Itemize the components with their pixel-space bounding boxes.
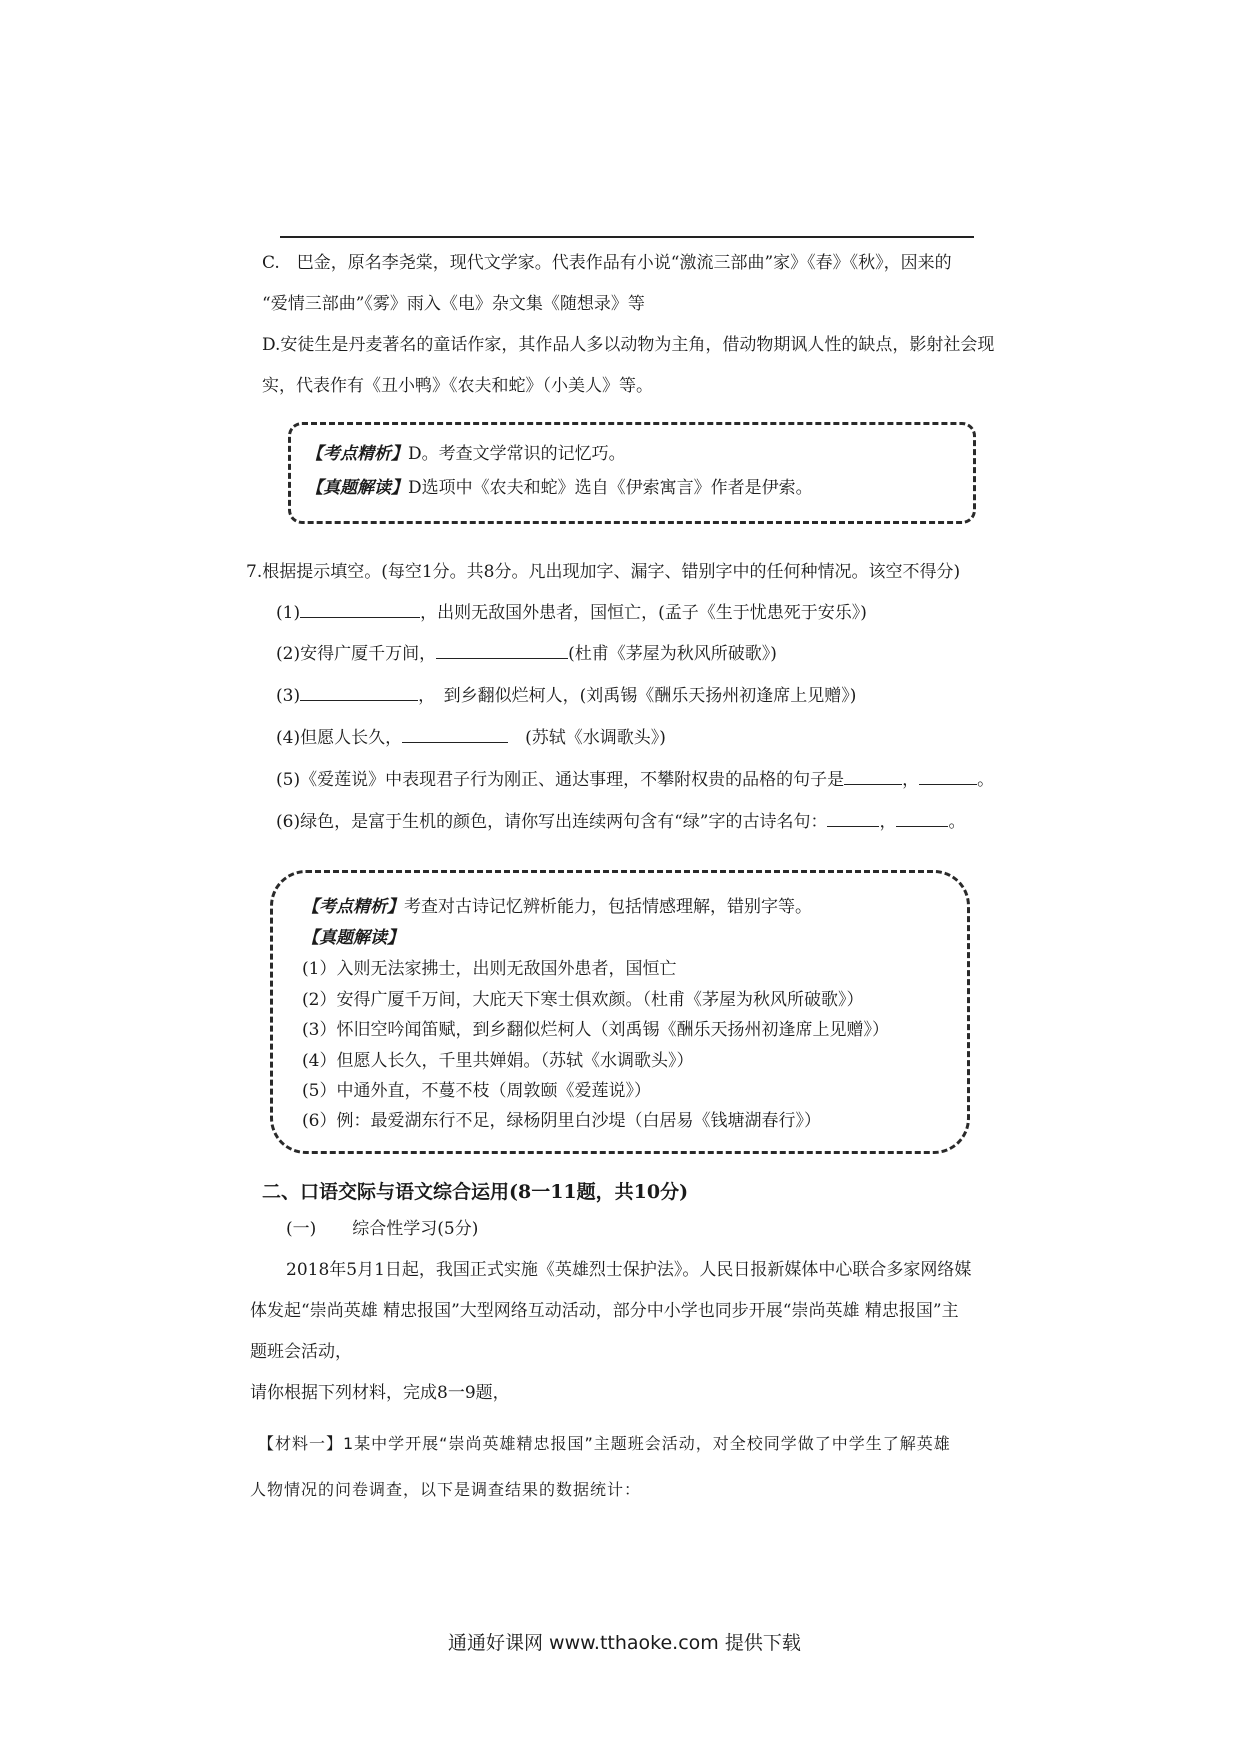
box1-text1: D。考查文学常识的记忆巧。 — [408, 444, 626, 464]
section2-para-1: 2018年5月1日起，我国正式实施《英雄烈士保护法》。人民日报新媒体中心联合多家网络媒 — [286, 1260, 972, 1280]
q7-item-1-pre: (1) — [276, 603, 301, 623]
q7-item-2-post: (杜甫《茅屋为秋风所破歌》) — [568, 644, 777, 664]
box1-line2 — [306, 480, 813, 497]
q7-item-5-pre: (5)《爱莲说》中表现君子行为刚正、通达事理，不攀附权贵的品格的句子是 — [276, 770, 845, 790]
box2-tag2 — [302, 930, 404, 947]
section2-sub-num: (一) — [286, 1219, 317, 1239]
section2-para-3: 题班会活动， — [250, 1342, 352, 1362]
q7-item-1 — [276, 605, 867, 622]
material-1-line2: 人物情况的问卷调查，以下是调查结果的数据统计： — [250, 1480, 642, 1499]
q7-stem: 7.根据提示填空。(每空1分。共8分。凡出现加字、漏字、错别字中的任何种情况。该空不得分) — [246, 562, 961, 582]
q7-blank-2[interactable] — [436, 657, 568, 659]
q7-blank-1[interactable] — [300, 616, 420, 618]
q7-item-5-post: 。 — [977, 770, 995, 790]
option-d-line2: 实，代表作有《丑小鸭》《农夫和蛇》（小美人》等。 — [262, 376, 653, 396]
q7-item-2-pre: (2)安得广厦千万间， — [276, 644, 437, 664]
section2-sub-title: 综合性学习(5分) — [352, 1219, 479, 1239]
q7-item-6-post: 。 — [948, 812, 966, 832]
box2-text1: 考查对古诗记忆辨析能力，包括情感理解，错别字等。 — [404, 897, 812, 917]
option-c-line2: “爱情三部曲”《雾》雨入《电》杂文集《随想录》等 — [262, 294, 645, 314]
q7-blank-4[interactable] — [402, 741, 508, 743]
q7-blank-6a[interactable] — [827, 825, 879, 827]
box1-line1 — [306, 446, 626, 463]
box2-tag2-text: 【真题解读】 — [302, 928, 404, 948]
q7-blank-5b[interactable] — [919, 783, 977, 785]
q7-item-6-pre: (6)绿色，是富于生机的颜色，请你写出连续两句含有“绿”字的古诗名句： — [276, 812, 828, 832]
section2-para-2: 体发起“崇尚英雄 精忠报国”大型网络互动活动，部分中小学也同步开展“崇尚英雄 精忠报国”主 — [250, 1301, 959, 1321]
box1-tag1: 【考点精析】 — [306, 444, 408, 464]
q7-blank-5a[interactable] — [844, 783, 902, 785]
q7-item-3 — [276, 688, 856, 705]
box2-answer-6: (6）例：最爱湖东行不足，绿杨阴里白沙堤（白居易《钱塘湖春行》） — [302, 1111, 821, 1131]
analysis-box-1 — [288, 422, 976, 524]
q7-item-4-pre: (4)但愿人长久， — [276, 728, 403, 748]
option-d-line1: D.安徒生是丹麦著名的童话作家，其作品人多以动物为主角，借动物期讽人性的缺点，影射社会现 — [262, 335, 995, 355]
q7-item-4 — [276, 730, 666, 747]
section2-instruction: 请你根据下列材料，完成8一9题， — [250, 1383, 510, 1403]
box1-text2: D选项中《农夫和蛇》选自《伊索寓言》作者是伊索。 — [408, 478, 813, 498]
section2-title: 二、口语交际与语文综合运用(8一11题，共10分) — [262, 1181, 689, 1203]
q7-item-5-mid: ， — [902, 770, 920, 790]
q7-blank-3[interactable] — [300, 699, 418, 701]
box2-answer-1: (1）入则无法家拂士，出则无敌国外患者，国恒亡 — [302, 959, 677, 979]
q7-item-2 — [276, 646, 777, 663]
box2-line1 — [302, 899, 812, 916]
box2-answer-3: (3）怀旧空吟闻笛赋，到乡翻似烂柯人（刘禹锡《酬乐天扬州初逢席上见赠》） — [302, 1020, 889, 1040]
q7-item-1-post: ，出则无敌国外患者，国恒亡，(孟子《生于忧患死于安乐》) — [420, 603, 867, 623]
footer-watermark: 通通好课网 www.tthaoke.com 提供下载 — [448, 1632, 801, 1654]
q7-item-6-mid: ， — [879, 812, 897, 832]
section2-sub — [286, 1221, 478, 1238]
q7-item-5 — [276, 772, 994, 789]
box2-answer-2: (2）安得广厦千万间，大庇天下寒士俱欢颜。（杜甫《茅屋为秋风所破歌》） — [302, 990, 864, 1010]
q7-item-4-post: (苏轼《水调歌头》) — [508, 728, 666, 748]
box2-answer-5: (5）中通外直，不蔓不枝（周敦颐《爱莲说》） — [302, 1081, 651, 1101]
q7-blank-6b[interactable] — [896, 825, 948, 827]
box2-tag1: 【考点精析】 — [302, 897, 404, 917]
material-1-line1: 【材料一】1某中学开展“崇尚英雄精忠报国”主题班会活动，对全校同学做了中学生了解英雄 — [258, 1434, 951, 1453]
box2-answer-4: (4）但愿人长久，千里共婵娟。（苏轼《水调歌头》） — [302, 1051, 694, 1071]
q7-item-6 — [276, 814, 965, 831]
q7-item-3-pre: (3) — [276, 686, 301, 706]
box1-tag2: 【真题解读】 — [306, 478, 408, 498]
option-c-line1: C. 巴金，原名李尧棠，现代文学家。代表作品有小说“激流三部曲”家》《春》《秋》，因来的 — [262, 253, 952, 273]
q7-item-3-post: ， 到乡翻似烂柯人，(刘禹锡《酬乐天扬州初逢席上见赠》) — [418, 686, 857, 706]
top-rule — [280, 236, 974, 238]
